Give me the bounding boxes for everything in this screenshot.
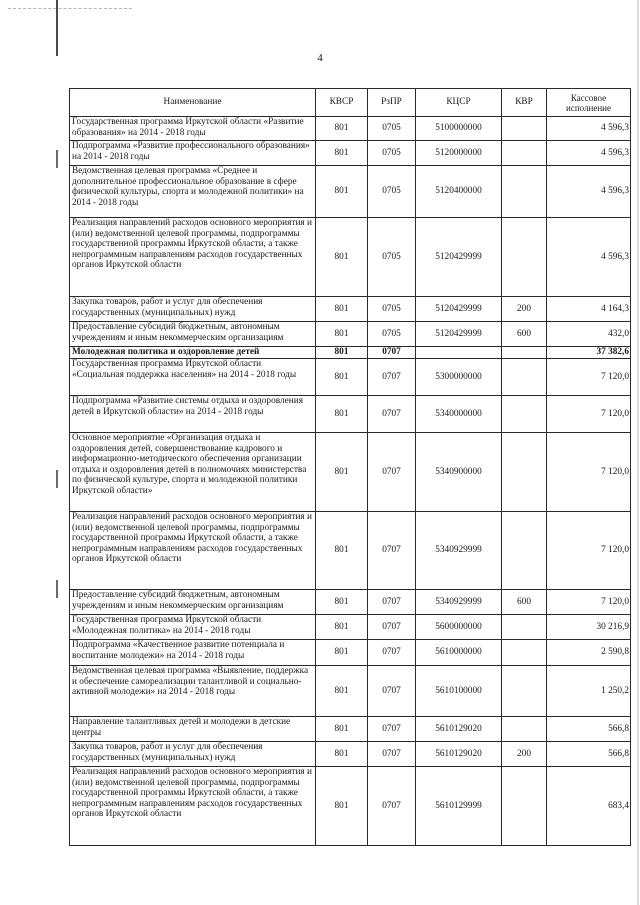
table-row — [70, 218, 631, 297]
row-kcsr: 5340900000 — [416, 433, 502, 512]
row-kcsr: 5120429999 — [416, 297, 502, 322]
scan-artifact-mark — [56, 150, 58, 168]
row-rzpr: 0707 — [368, 615, 416, 640]
row-name: Реализация направлений расходов основного мероприятия и (или) ведомственной целевой программы, подпрограммы государственной программы Иркутской области, а также непрограммным направлениям расходов государственных органов Иркутской области — [70, 512, 316, 590]
page-number: 4 — [317, 52, 323, 64]
row-rzpr: 0705 — [368, 141, 416, 166]
row-rzpr: 0705 — [368, 218, 416, 297]
scan-artifact-bar — [56, 0, 58, 56]
row-amount: 2 590,8 — [547, 640, 631, 666]
row-rzpr: 0707 — [368, 512, 416, 590]
table-row — [70, 717, 631, 742]
row-name: Предоставление субсидий бюджетным, автономным учреждениям и иным некоммерческим организациям — [70, 322, 316, 347]
row-kvr: 600 — [502, 322, 547, 347]
row-kvsr: 801 — [316, 359, 368, 396]
row-rzpr: 0707 — [368, 640, 416, 666]
row-kvr — [502, 640, 547, 666]
table-row — [70, 767, 631, 846]
row-rzpr: 0705 — [368, 297, 416, 322]
row-kvr — [502, 218, 547, 297]
row-name: Государственная программа Иркутской области «Развитие образования» на 2014 - 2018 годы — [70, 117, 316, 141]
row-kvsr: 801 — [316, 141, 368, 166]
row-kvr — [502, 141, 547, 166]
table-row — [70, 590, 631, 615]
table-row — [70, 433, 631, 512]
row-amount: 4 596,3 — [547, 117, 631, 141]
row-name: Направление талантливых детей и молодежи в детские центры — [70, 717, 316, 742]
row-kvr: 200 — [502, 297, 547, 322]
table-row — [70, 640, 631, 666]
row-name: Подпрограмма «Развитие профессионального образования» на 2014 - 2018 годы — [70, 141, 316, 166]
row-amount: 7 120,0 — [547, 433, 631, 512]
row-kvsr: 801 — [316, 218, 368, 297]
row-kcsr: 5340000000 — [416, 396, 502, 433]
row-kcsr: 5120400000 — [416, 166, 502, 218]
row-name: Закупка товаров, работ и услуг для обеспечения государственных (муниципальных) нужд — [70, 297, 316, 322]
row-kcsr: 5120000000 — [416, 141, 502, 166]
row-kvr — [502, 767, 547, 846]
row-amount: 7 120,0 — [547, 359, 631, 396]
row-kcsr: 5610000000 — [416, 640, 502, 666]
row-kvr — [502, 347, 547, 359]
row-kvsr: 801 — [316, 640, 368, 666]
row-amount: 683,4 — [547, 767, 631, 846]
row-kvr — [502, 615, 547, 640]
table-row — [70, 512, 631, 590]
row-kvsr: 801 — [316, 166, 368, 218]
row-name: Государственная программа Иркутской области «Социальная поддержка населения» на 2014 - 2018 годы — [70, 359, 316, 396]
row-kvr — [502, 717, 547, 742]
row-amount: 432,0 — [547, 322, 631, 347]
row-kvsr: 801 — [316, 742, 368, 767]
row-kcsr: 5300000000 — [416, 359, 502, 396]
row-kvsr: 801 — [316, 512, 368, 590]
scan-artifact-dash — [8, 8, 132, 10]
table-row — [70, 615, 631, 640]
row-kvsr: 801 — [316, 666, 368, 717]
header-name: Наименование — [70, 89, 316, 117]
row-kcsr: 5340929999 — [416, 512, 502, 590]
row-name: Государственная программа Иркутской области «Молодежная политика» на 2014 - 2018 годы — [70, 615, 316, 640]
budget-table — [69, 88, 630, 846]
row-rzpr: 0707 — [368, 666, 416, 717]
row-kvr: 600 — [502, 590, 547, 615]
row-rzpr: 0707 — [368, 433, 416, 512]
row-kvsr: 801 — [316, 347, 368, 359]
row-name: Подпрограмма «Качественное развитие потенциала и воспитание молодежи» на 2014 - 2018 годы — [70, 640, 316, 666]
table-row — [70, 322, 631, 347]
row-amount: 4 596,3 — [547, 141, 631, 166]
table-row — [70, 117, 631, 141]
row-name: Основное мероприятие «Организация отдыха и оздоровления детей, совершенствование кадрового и информационно-методического обеспечения организации отдыха и оздоровления детей в полномочиях министерства по физической культуре, спорта и молодежной политики Иркутской области» — [70, 433, 316, 512]
table-row — [70, 666, 631, 717]
row-kcsr: 5610129020 — [416, 742, 502, 767]
row-amount: 7 120,0 — [547, 396, 631, 433]
row-amount: 4 596,3 — [547, 218, 631, 297]
scan-artifact-mark — [56, 580, 58, 598]
row-amount: 30 216,9 — [547, 615, 631, 640]
row-kcsr: 5610100000 — [416, 666, 502, 717]
row-amount: 1 250,2 — [547, 666, 631, 717]
row-kvr — [502, 166, 547, 218]
row-rzpr: 0705 — [368, 117, 416, 141]
row-name: Ведомственная целевая программа «Среднее и дополнительное профессиональное образование в сфере физической культуры, спорта и молодежной политики» на 2014 - 2018 годы — [70, 166, 316, 218]
row-kcsr: 5610129020 — [416, 717, 502, 742]
row-kvr — [502, 396, 547, 433]
row-kvr — [502, 666, 547, 717]
row-kvsr: 801 — [316, 767, 368, 846]
row-rzpr: 0707 — [368, 742, 416, 767]
row-kvr — [502, 433, 547, 512]
row-rzpr: 0705 — [368, 322, 416, 347]
row-kvsr: 801 — [316, 297, 368, 322]
row-kcsr — [416, 347, 502, 359]
row-rzpr: 0707 — [368, 767, 416, 846]
row-amount: 37 382,6 — [547, 347, 631, 359]
row-amount: 566,8 — [547, 717, 631, 742]
header-cash-execution: Кассовое исполнение — [547, 89, 631, 117]
header-rzpr: РзПР — [368, 89, 416, 117]
table-row — [70, 141, 631, 166]
table-row — [70, 166, 631, 218]
row-kcsr: 5610129999 — [416, 767, 502, 846]
header-kvsr: КВСР — [316, 89, 368, 117]
row-kvsr: 801 — [316, 396, 368, 433]
row-name: Молодежная политика и оздоровление детей — [70, 347, 316, 359]
row-amount: 566,8 — [547, 742, 631, 767]
table-row — [70, 359, 631, 396]
row-rzpr: 0707 — [368, 590, 416, 615]
row-rzpr: 0707 — [368, 717, 416, 742]
header-kvr: КВР — [502, 89, 547, 117]
table-header-row — [70, 89, 631, 117]
row-amount: 7 120,0 — [547, 590, 631, 615]
table-row — [70, 396, 631, 433]
table-row — [70, 742, 631, 767]
row-kvr — [502, 359, 547, 396]
row-kvsr: 801 — [316, 615, 368, 640]
row-name: Закупка товаров, работ и услуг для обеспечения государственных (муниципальных) нужд — [70, 742, 316, 767]
table-row — [70, 297, 631, 322]
row-name: Подпрограмма «Развитие системы отдыха и оздоровления детей в Иркутской области» на 2014 - 2018 годы — [70, 396, 316, 433]
scan-artifact-mark — [56, 470, 58, 488]
row-rzpr: 0707 — [368, 359, 416, 396]
row-amount: 4 596,3 — [547, 166, 631, 218]
row-kvr — [502, 117, 547, 141]
table-row — [70, 347, 631, 359]
row-kvr — [502, 512, 547, 590]
row-kvr: 200 — [502, 742, 547, 767]
row-kvsr: 801 — [316, 717, 368, 742]
row-amount: 7 120,0 — [547, 512, 631, 590]
row-kvsr: 801 — [316, 590, 368, 615]
row-kcsr: 5120429999 — [416, 322, 502, 347]
row-kcsr: 5600000000 — [416, 615, 502, 640]
row-kcsr: 5120429999 — [416, 218, 502, 297]
row-rzpr: 0707 — [368, 347, 416, 359]
row-name: Предоставление субсидий бюджетным, автономным учреждениям и иным некоммерческим организациям — [70, 590, 316, 615]
row-kvsr: 801 — [316, 117, 368, 141]
row-rzpr: 0707 — [368, 396, 416, 433]
row-kvsr: 801 — [316, 433, 368, 512]
row-rzpr: 0705 — [368, 166, 416, 218]
header-kcsr: КЦСР — [416, 89, 502, 117]
row-name: Реализация направлений расходов основного мероприятия и (или) ведомственной целевой программы, подпрограммы государственной программы Иркутской области, а также непрограммным направлениям расходов государственных органов Иркутской области — [70, 767, 316, 846]
row-name: Реализация направлений расходов основного мероприятия и (или) ведомственной целевой программы, подпрограммы государственной программы Иркутской области, а также непрограммным направлениям расходов государственных органов Иркутской области — [70, 218, 316, 297]
scan-artifact-edge — [637, 0, 639, 905]
row-amount: 4 164,3 — [547, 297, 631, 322]
row-kcsr: 5340929999 — [416, 590, 502, 615]
row-kcsr: 5100000000 — [416, 117, 502, 141]
row-name: Ведомственная целевая программа «Выявление, поддержка и обеспечение самореализации талантливой и социально-активной молодежи» на 2014 - 2018 годы — [70, 666, 316, 717]
row-kvsr: 801 — [316, 322, 368, 347]
